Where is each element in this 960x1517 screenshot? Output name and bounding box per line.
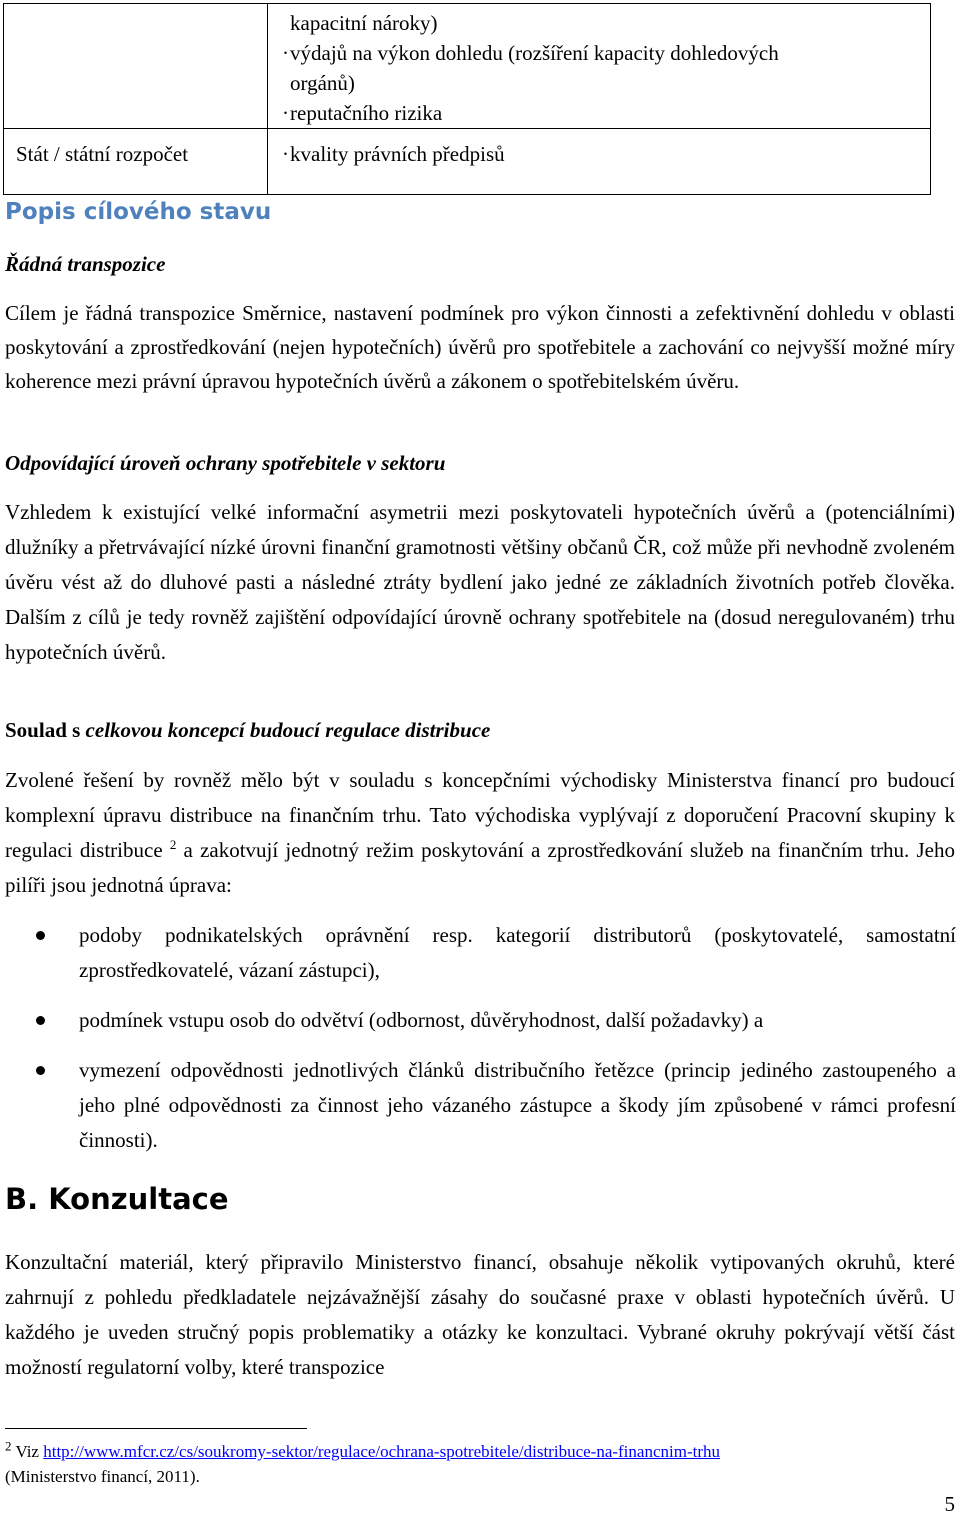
paragraph-text: a zakotvují jednotný režim poskytování a zprostředkování služeb na finančním trhu. Jeho pilíři jsou jednotná úprava:	[5, 838, 955, 897]
list-item-text: podmínek vstupu osob do odvětví (odbornost, důvěryhodnost, další požadavky) a	[79, 1008, 764, 1032]
footnote	[5, 1439, 955, 1489]
footnote-prefix: Viz	[11, 1442, 44, 1461]
footnote-reference[interactable]: 2	[169, 837, 177, 852]
impact-bullet	[282, 98, 918, 128]
impact-table	[3, 3, 931, 195]
table-row	[4, 129, 931, 195]
heading-plain-part: Soulad s	[5, 718, 86, 742]
bullet-mark: ·	[282, 142, 289, 166]
bullet-mark: ·	[282, 101, 289, 125]
list-item-text: vymezení odpovědnosti jednotlivých článků distribučního řetězce (princip jediného zastoupeného a jeho plné odpovědnosti za činnost jeho vázaného zástupce a škody jím způsobené v rámci profesní činnosti).	[79, 1058, 956, 1152]
list-item	[36, 918, 956, 988]
subsection-heading: Odpovídající úroveň ochrany spotřebitele v sektoru	[5, 451, 446, 475]
footnote-suffix: (Ministerstvo financí, 2011).	[5, 1467, 200, 1486]
page-number: 5	[944, 1492, 955, 1516]
impact-bullet-text: výdajů na výkon dohledu (rozšíření kapacity dohledových	[290, 41, 779, 65]
table-cell-stakeholder	[4, 4, 268, 129]
table-cell-impacts	[268, 4, 931, 129]
paragraph	[5, 763, 955, 903]
pillar-list	[36, 918, 956, 1173]
heading-italic-part: celkovou koncepcí budoucí regulace distribuce	[85, 718, 491, 742]
bullet-icon	[36, 1016, 45, 1025]
impact-bullet-text: kvality právních předpisů	[290, 142, 505, 166]
paragraph: Vzhledem k existující velké informační asymetrii mezi poskytovateli hypotečních úvěrů a (potenciálními) dlužníky a přetrvávající nízké úrovni finanční gramotnosti většiny občanů ČR, což může při nevhodně zvoleném úvěru vést až do dluhové pasti a následné ztráty bydlení jako jedné ze základních životních potřeb člověka. Dalším z cílů je tedy rovněž zajištění odpovídající úrovně ochrany spotřebitele na (dosud neregulovaném) trhu hypotečních úvěrů.	[5, 500, 955, 664]
paragraph: Cílem je řádná transpozice Směrnice, nastavení podmínek pro výkon činnosti a zefektivnění dohledu v oblasti poskytování a zprostředkování (nejen hypotečních) úvěrů pro spotřebitele a zachování co nejvyšší možné míry koherence mezi právní úpravou hypotečních úvěrů a zákonem o spotřebitelském úvěru.	[5, 301, 955, 393]
subsection-heading: Řádná transpozice	[5, 252, 166, 276]
paragraph: Konzultační materiál, který připravilo Ministerstvo financí, obsahuje několik vytipovaných okruhů, které zahrnují z pohledu předkladatele nejzávažnější zásahy do současné praxe v oblasti hypotečních úvěrů. U každého je uveden stručný popis problematiky a otázky ke konzultaci. Vybrané okruhy pokrývají větší část možností regulatorní volby, které transpozice	[5, 1250, 955, 1379]
bullet-mark: ·	[282, 41, 289, 65]
list-item	[36, 1003, 956, 1038]
impact-bullet	[282, 139, 918, 169]
table-row	[4, 4, 931, 129]
bullet-icon	[36, 1066, 45, 1075]
subsection-heading	[5, 718, 490, 743]
list-item-text: podoby podnikatelských oprávnění resp. kategorií distributorů (poskytovatelé, samostatní zprostředkovatelé, vázaní zástupci),	[79, 923, 956, 982]
impact-bullet-text: reputačního rizika	[290, 101, 443, 125]
section-heading: B. Konzultace	[5, 1182, 229, 1216]
bullet-icon	[36, 931, 45, 940]
impact-line: kapacitní nároky)	[290, 11, 438, 35]
list-item	[36, 1053, 956, 1158]
table-cell-impacts	[268, 129, 931, 195]
section-heading: Popis cílového stavu	[5, 199, 272, 225]
table-cell-stakeholder: Stát / státní rozpočet	[4, 129, 268, 195]
paragraph-text: Zvolené řešení by rovněž mělo být v souladu s koncepčními východisky Ministerstva financí pro budoucí komplexní úpravu distribuce na finančním trhu. Tato východiska vyplývají z doporučení Pracovní skupiny k regulaci distribuce	[5, 768, 955, 862]
footnote-number: 2	[5, 1438, 12, 1454]
footnote-divider	[5, 1428, 307, 1429]
impact-line: orgánů)	[290, 71, 355, 95]
impact-bullet	[282, 38, 918, 68]
footnote-link[interactable]: http://www.mfcr.cz/cs/soukromy-sektor/regulace/ochrana-spotrebitele/distribuce-na-financnim-trhu	[43, 1442, 720, 1461]
